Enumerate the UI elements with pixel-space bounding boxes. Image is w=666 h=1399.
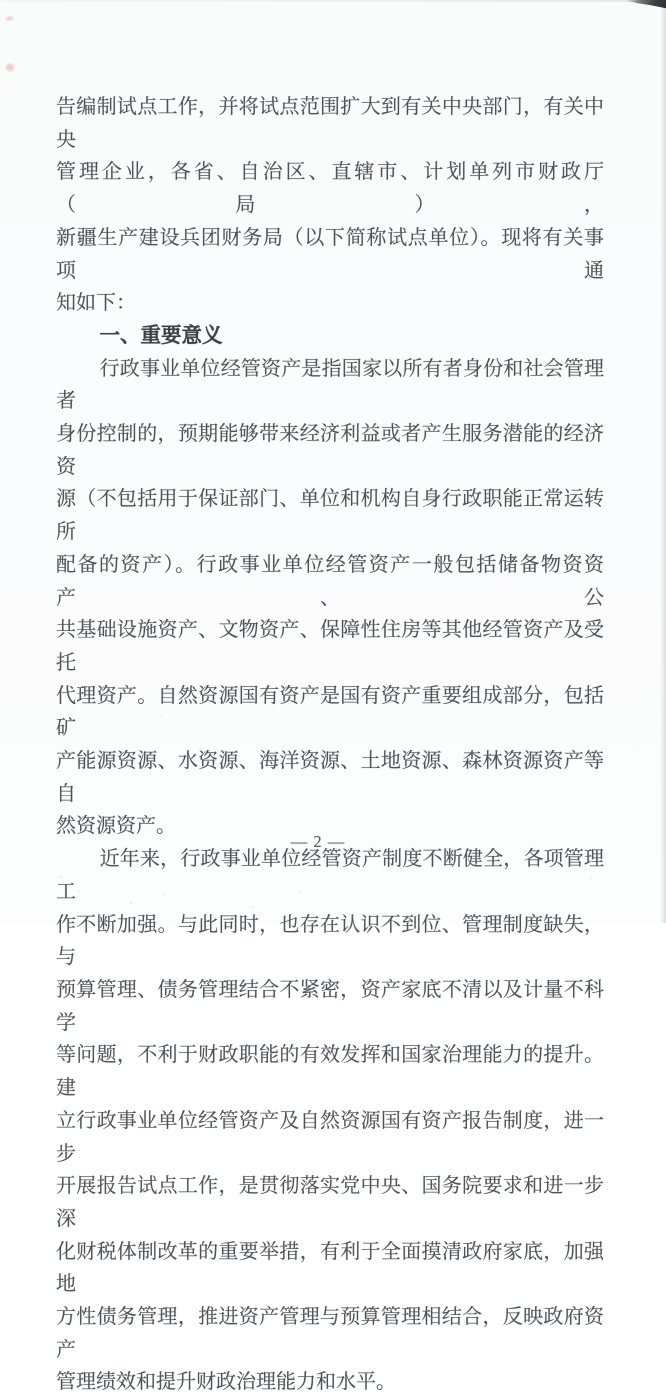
paragraph-recent-years (56, 843, 604, 1399)
paragraph-intro-continuation (56, 91, 604, 320)
text-line: 新疆生产建设兵团财务局（以下简称试点单位）。现将有关事项通 (56, 226, 604, 282)
scan-top-edge-shadow (0, 0, 666, 2)
text-line: 配备的资产）。行政事业单位经管资产一般包括储备物资资产、公 (56, 553, 604, 609)
red-pen-mark-top (5, 15, 15, 21)
text-line: 方性债务管理，推进资产管理与预算管理相结合，反映政府资产 (56, 1306, 604, 1361)
text-line: 开展报告试点工作，是贯彻落实党中央、国务院要求和进一步深 (56, 1175, 604, 1230)
text-line: 知如下： (56, 292, 136, 315)
text-line: 共基础设施资产、文物资产、保障性住房等其他经管资产及受托 (56, 619, 604, 674)
text-line: 源（不包括用于保证部门、单位和机构自身行政职能正常运转所 (56, 488, 604, 544)
page-number: — 2 — (290, 832, 346, 851)
text-line: 然资源资产。 (56, 815, 176, 838)
scan-speckle-noise (0, 0, 2, 2)
red-pen-mark-left (5, 63, 15, 72)
text-line: 立行政事业单位经管资产及自然资源国有资产报告制度，进一步 (56, 1109, 604, 1165)
text-line: 管理绩效和提升财政治理能力和水平。 (56, 1371, 396, 1394)
paragraph-asset-definition (56, 353, 604, 844)
text-line: 身份控制的，预期能够带来经济利益或者产生服务潜能的经济资 (56, 423, 604, 478)
scan-right-edge-shadow (660, 0, 666, 923)
text-line: 作不断加强。与此同时，也存在认识不到位、管理制度缺失，与 (56, 913, 604, 969)
text-line: 产能源资源、水资源、海洋资源、土地资源、森林资源资产等自 (56, 750, 604, 805)
document-body (56, 91, 604, 1399)
text-line: 预算管理、债务管理结合不紧密，资产家底不清以及计量不科学 (56, 978, 604, 1034)
text-line: 化财税体制改革的重要举措，有利于全面摸清政府家底，加强地 (56, 1240, 604, 1296)
text-line: 代理资产。自然资源国有资产是国有资产重要组成部分，包括矿 (56, 684, 604, 740)
text-line: 管理企业，各省、自治区、直辖市、计划单列市财政厅（局）， (56, 161, 604, 217)
text-line: 行政事业单位经管资产是指国家以所有者身份和社会管理者 (56, 357, 604, 413)
text-line: 告编制试点工作，并将试点范围扩大到有关中央部门，有关中央 (56, 96, 604, 151)
text-line: 近年来，行政事业单位经管资产制度不断健全，各项管理工 (56, 848, 604, 903)
text-line: 等问题，不利于财政职能的有效发挥和国家治理能力的提升。建 (56, 1044, 604, 1100)
section-heading-importance: 一、重要意义 (99, 324, 223, 347)
